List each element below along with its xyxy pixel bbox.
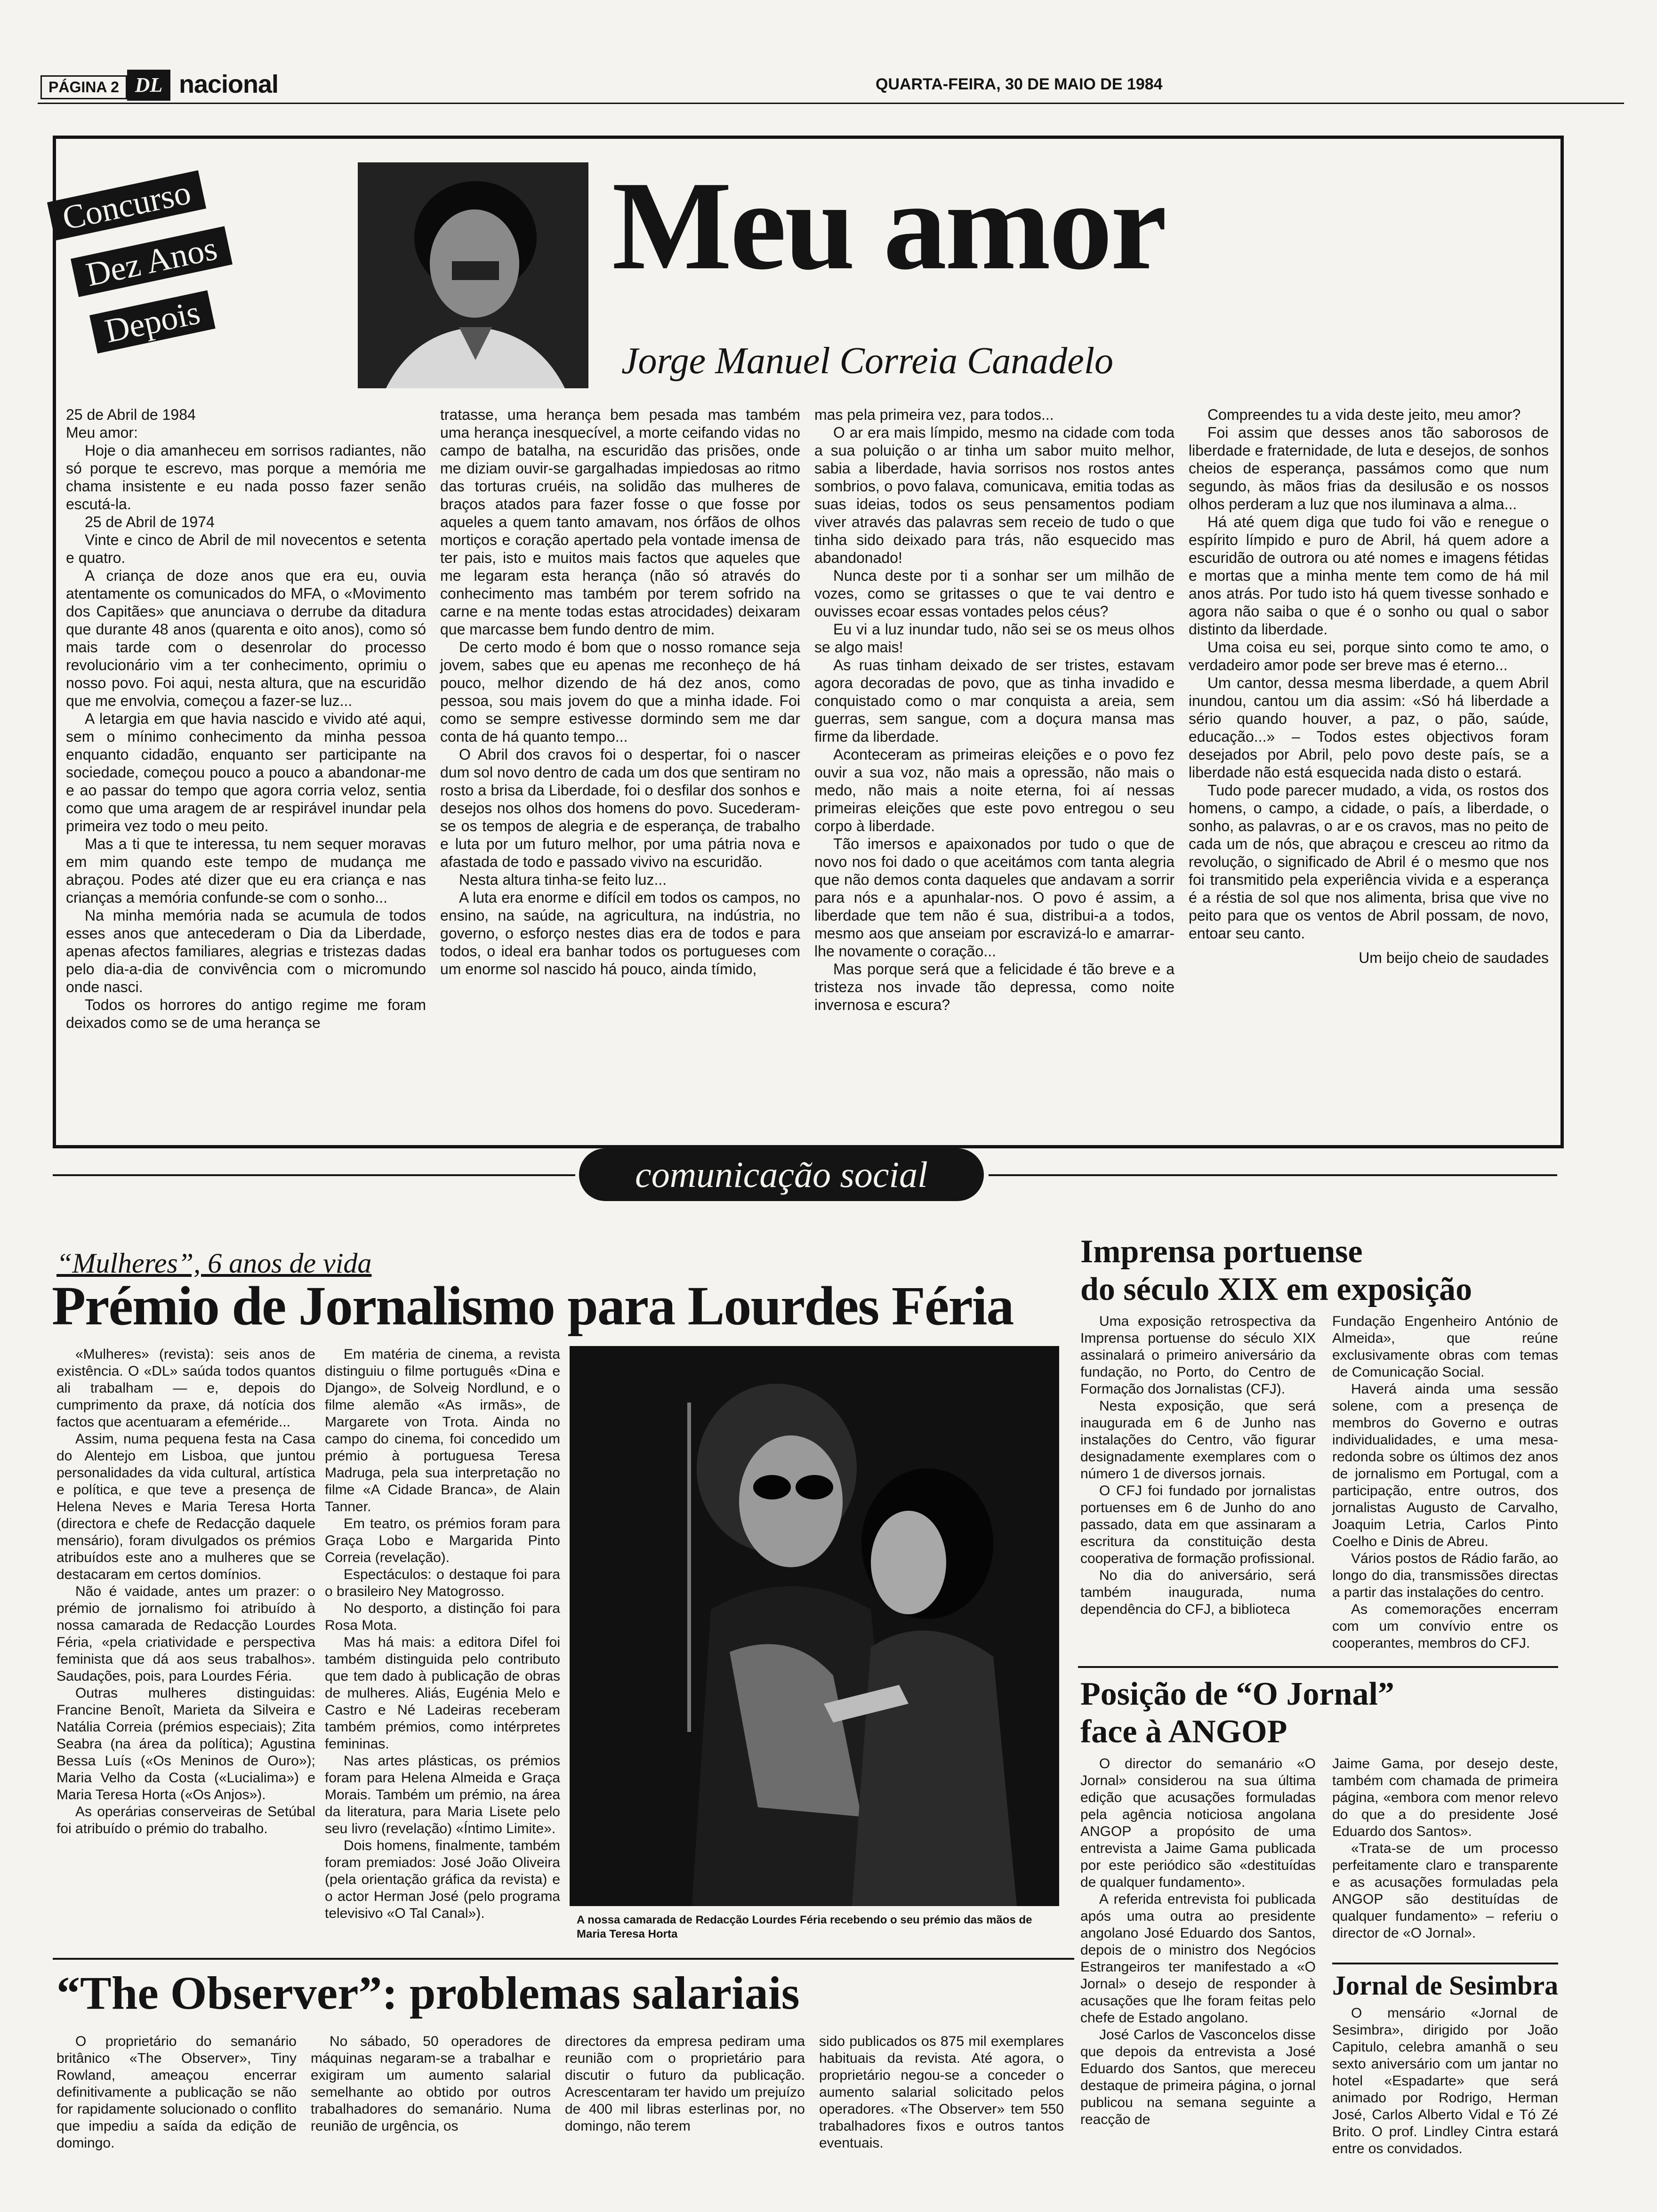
header-rule [38, 103, 1624, 104]
issue-date: QUARTA-FEIRA, 30 DE MAIO DE 1984 [876, 75, 1163, 93]
observer-column-3: directores da empresa pediram uma reunião com o proprietário para discutir o futuro da publicação. Acrescentaram ter havido um prejuízo de 400 mil libras esterlinas por, no domingo, não terem [565, 2034, 805, 2134]
observer-headline: “The Observer”: problemas salariais [56, 1967, 800, 2019]
sign-off: Um beijo cheio de saudades [1359, 949, 1549, 966]
feature-title: Meu amor [612, 155, 1166, 296]
contest-line-1: Concurso [47, 170, 206, 240]
imprensa-column-2: Fundação Engenheiro António de Almeida», que reúne exclusivamente obras com temas de Comunicação Social. Haverá ainda uma sessão solene, com a presença de membros do Governo e outras individualidades, e uma mesa-redonda sobre os últimos dez anos de jornalismo em Portugal, com a participação, entre outros, dos jornalistas Augusto de Carvalho, Joaquim Letria, Carlos Pinto Coelho e Dinis de Abreu. Vários postos de Rádio farão, ao longo do dia, transmissões directas a partir das instalações do centro. As comemorações encerram com um convívio entre os cooperantes, membros do CFJ. [1332, 1314, 1558, 1651]
posicao-column-2: Jaime Gama, por desejo deste, também com chamada de primeira página, «embora com menor relevo do que a do presidente José Eduardo dos Santos». «Trata-se de um processo perfeitamente claro e transparente e as acusações formuladas pela ANGOP são destituídas de qualquer fundamento» – referiu o director de «O Jornal». [1332, 1756, 1558, 1941]
page-number: PÁGINA 2 [40, 75, 127, 99]
observer-column-1: O proprietário do semanário britânico «The Observer», Tiny Rowland, ameaçou encerrar definitivamente a publicação se não for rapidamente solucionado o conflito que impediu a saída da edição de domingo. [56, 2034, 297, 2151]
banner-rule-left [53, 1174, 575, 1176]
contest-line-3: Depois [89, 290, 216, 353]
posicao-column-1: O director do semanário «O Jornal» considerou na sua última edição que acusações formuladas pela agência noticiosa angolana ANGOP a propósito de uma entrevista a Jaime Gama publicada por este periódico são «destituídas de qualquer fundamento». A referida entrevista foi publicada após uma outra ao presidente angolano José Eduardo dos Santos, depois de o ministro dos Negócios Estrangeiros ter manifestado a «O Jornal» o desejo de responder à acusações que lhe foram feitas pelo chefe de Estado angolano. José Carlos de Vasconcelos disse que depois da entrevista a José Eduardo dos Santos, que mereceu destaque de primeira página, o jornal publicou na semana seguinte a reacção de [1080, 1756, 1316, 2127]
feature-column-4: Compreendes tu a vida deste jeito, meu amor? Foi assim que desses anos tão saborosos de liberdade e fraternidade, de luta e desejos, de sonhos cheios de esperança, passámos como que num segundo, às mãos frias da desilusão e os nossos olhos perderam a luz que nos iluminava a alma... Há até quem diga que tudo foi vão e renegue o espírito límpido e puro de Abril, há quem adore a escuridão de outrora ou até nomes e imagens fétidas e mortas que a minha mente tem como de há mil anos atrás. Por tudo isto há quem tivesse sonhado e agora não saiba o que é o sonho ou qual o sabor distinto da liberdade. Uma coisa eu sei, porque sinto como te amo, o verdadeiro amor pode ser breve mas é eterno... Um cantor, dessa mesma liberdade, a quem Abril inundou, cantou um dia assim: «Só há liberdade a sério quando houver, a paz, o pão, saúde, educação...» – Todos estes objectivos foram desejados por Abril, pelo povo deste país, se a liberdade não está esquecida nada disto o estará. Tudo pode parecer mudado, a vida, os rostos dos homens, o campo, a cidade, o país, a liberdade, o sonho, as palavras, o ar e os cravos, mas no peito de cada um de nós, que abraçou e cresceu ao ritmo da revolução, o significado de Abril é o mesmo que nos foi transmitido pela experiência vivida e a esperança é a réstia de sol que nos alimenta, brisa que vive no peito para que os ventos de Abril possam, de novo, entoar seu canto. Um beijo cheio de saudades [1189, 406, 1549, 966]
section-banner: comunicação social [579, 1148, 984, 1201]
feature-column-1: 25 de Abril de 1984 Meu amor: Hoje o dia amanheceu em sorrisos radiantes, não só porque te escrevo, mas porque a memória me chama insistente e eu nada posso fazer senão escutá-la. 25 de Abril de 1974 Vinte e cinco de Abril de mil novecentos e setenta e quatro. A criança de doze anos que era eu, ouvia atentamente os comunicados do MFA, o «Movimento dos Capitães» que anunciava o derrube da ditadura que durante 48 anos (quarenta e oito anos), como só mais tarde com o desenrolar do processo revolucionário vim a ter conhecimento, oprimiu o nosso povo. Foi aqui, nesta altura, que na escuridão que me envolvia, começou a fazer-se luz... A letargia em que havia nascido e vivido até aqui, sem o mínimo conhecimento da minha pessoa enquanto cidadão, enquanto ser participante na sociedade, começou pouco a pouco a abandonar-me e ao passar do tempo que agora corria veloz, sentia como que uma aragem de ar respirável inundar pela primeira vez todo o meu peito. Mas a ti que te interessa, tu nem sequer moravas em mim quando este tempo de mudança me abraçou. Podes até dizer que eu era criança e nas crianças a memória confunde-se com o sonho... Na minha memória nada se acumula de todos esses anos que antecederam o Dia da Liberdade, apenas afectos familiares, alegrias e tristezas dadas pelo dia-a-dia de convivência com o micromundo onde nasci. Todos os horrores do antigo regime me foram deixados como se de uma herança se [66, 406, 426, 1031]
sesimbra-headline: Jornal de Sesimbra [1332, 1970, 1559, 2001]
banner-rule-right [989, 1174, 1557, 1176]
premio-column-1: «Mulheres» (revista): seis anos de existência. O «DL» saúda todos quantos ali trabalham — e, depois do cumprimento da praxe, dá notícia dos factos que acentuaram a efeméride... Assim, numa pequena festa na Casa do Alentejo em Lisboa, que juntou personalidades da vida cultural, artística e política, e que teve a presença de Helena Neves e Maria Teresa Horta (directora e chefe de Redacção daquele mensário), foram divulgados os prémios atribuídos este ano a mulheres que se destacaram em certos domínios. Não é vaidade, antes um prazer: o prémio de jornalismo foi atribuído à nossa camarada de Redacção Lourdes Féria, «pela criatividade e perspectiva feminista que dá aos seus trabalhos». Saudações, pois, para Lourdes Féria. Outras mulheres distinguidas: Francine Benoît, Marieta da Silveira e Natália Correia (prémios especiais); Zita Seabra (na área da política); Agustina Bessa Luís («Os Meninos de Ouro»); Maria Velho da Costa («Lucialima») e Maria Teresa Horta («Os Anjos»). As operárias conserveiras de Setúbal foi atribuído o prémio do trabalho. [56, 1346, 315, 1836]
imprensa-headline-line-1: Imprensa portuense [1080, 1234, 1363, 1270]
premio-column-2: Em matéria de cinema, a revista distinguiu o filme português «Dina e Django», de Solveig Nordlund, e o filme alemão «As irmãs», de Margarete von Trota. Ainda no campo do cinema, foi concedido um prémio à portuguesa Teresa Madruga, pela sua interpretação no filme «A Cidade Branca», de Alain Tanner. Em teatro, os prémios foram para Graça Lobo e Margarida Pinto Correia (revelação). Espectáculos: o destaque foi para o brasileiro Ney Matogrosso. No desporto, a distinção foi para Rosa Mota. Mas há mais: a editora Difel foi também distinguida pelo contributo que tem dado à publicação de obras de mulheres. Aliás, Eugénia Melo e Castro e Né Ladeiras receberam também prémios, como intérpretes femininas. Nas artes plásticas, os prémios foram para Helena Almeida e Graça Morais. Também um prémio, na área da literatura, para Maria Lisete pelo seu livro (revelação) «Íntimo Limite». Dois homens, finalmente, também foram premiados: José João Oliveira (pela orientação gráfica da revista) e o actor Herman José (pelo programa televisivo «O Tal Canal»). [325, 1346, 560, 1921]
imprensa-headline-line-2: do século XIX em exposição [1080, 1271, 1472, 1307]
sesimbra-body: O mensário «Jornal de Sesimbra», dirigido por João Capitulo, celebra amanhã o seu sexto aniversário com um jantar no hotel «Espadarte» que será animado por Rodrigo, Herman José, Carlos Alberto Vidal e Tó Zé Brito. O prof. Lindley Cintra estará entre os convidados. [1332, 2005, 1558, 2156]
posicao-headline-line-1: Posição de “O Jornal” [1080, 1676, 1394, 1712]
dl-logo: DL [127, 70, 170, 101]
imprensa-rule [1078, 1666, 1558, 1668]
imprensa-column-1: Uma exposição retrospectiva da Imprensa portuense do século XIX assinalará o primeiro aniversário da fundação, no Porto, do Centro de Formação dos Jornalistas (CFJ). Nesta exposição, que será inaugurada em 6 de Junho nas instalações do Centro, vão figurar designadamente exemplares com o número 1 de diversos jornais. O CFJ foi fundado por jornalistas portuenses em 6 de Junho do ano passado, data em que assinaram a escritura da constituição desta cooperativa de formação profissional. No dia do aniversário, será também inaugurada, numa dependência do CFJ, a biblioteca [1080, 1314, 1316, 1617]
award-photo-caption: A nossa camarada de Redacção Lourdes Féria recebendo o seu prémio das mãos de Maria Teresa Horta [577, 1914, 1032, 1940]
posicao-headline-line-2: face à ANGOP [1080, 1714, 1287, 1750]
observer-rule [53, 1958, 1074, 1960]
observer-column-2: No sábado, 50 operadores de máquinas negaram-se a trabalhar e exigiram um aumento salarial semelhante ao obtido por outros trabalhadores do semanário. Numa reunião de urgência, os [311, 2034, 551, 2134]
section-name: nacional [179, 70, 279, 98]
premio-headline: Prémio de Jornalismo para Lourdes Féria [52, 1275, 1014, 1337]
observer-column-4: sido publicados os 875 mil exemplares habituais da revista. Até agora, o proprietário negou-se a conceder o aumento salarial solicitado pelos operadores. «The Observer» tem 550 trabalhadores fixos e outros tantos eventuais. [819, 2034, 1064, 2151]
contest-label [19, 173, 320, 386]
sesimbra-rule [1332, 1963, 1558, 1964]
author-photo [358, 162, 588, 388]
feature-column-3: mas pela primeira vez, para todos... O ar era mais límpido, mesmo na cidade com toda a sua poluição o ar tinha um sabor muito melhor, sabia a liberdade, havia sorrisos nos rostos antes sombrios, o povo falava, comunicava, emitia todas as suas ideias, todos os seus pensamentos podiam viver através das palavras sem receio de tudo o que tinha sido deixado para trás, não esquecido mas abandonado! Nunca deste por ti a sonhar ser um milhão de vozes, como se gritasses o que te vai dentro e ouvisses ecoar essas vontades pelos céus? Eu vi a luz inundar tudo, não sei se os meus olhos se algo mais! As ruas tinham deixado de ser tristes, estavam agora decoradas de povo, que as tinha invadido e conquistado como o mar conquista a areia, sem guerras, sem sangue, com a doçura mansa mas firme da liberdade. Aconteceram as primeiras eleições e o povo fez ouvir a sua voz, não mais a opressão, não mais o medo, não mais a noite eterna, foi aí nessas primeiras eleições que este povo entregou o seu corpo à liberdade. Tão imersos e apaixonados por tudo o que de novo nos foi dado o que aceitámos com tanta alegria que não demos conta daqueles que andavam a sorrir para nós e a apunhalar-nos. O povo é assim, a liberdade que tem não é sua, distribui-a a todos, mesmo aos que anseiam por escravizá-lo e amarrar-lhe novamente o coração... Mas porque será que a felicidade é tão breve e a tristeza nos invade tão depressa, como noite invernosa e escura? [814, 406, 1174, 1013]
premio-kicker: “Mulheres”, 6 anos de vida [56, 1248, 372, 1279]
feature-column-2: tratasse, uma herança bem pesada mas também uma herança inesquecível, a morte ceifando vidas no campo de batalha, na escuridão das prisões, onde me diziam ouvir-se gargalhadas impiedosas ao ritmo das torturas cruéis, na solidão das mulheres de braços atados para fazer fosse o que fosse por aqueles a quem tanto amavam, nos órfãos de olhos mortiços e coração apertado pela vontade imensa de ter pais, isto e muitos mais factos que aqueles que me legaram esta herança (não só através do conhecimento mas também por terem sofrido na carne e na mente todas estas atrocidades) deixaram que marcasse bem fundo dentro de mim. De certo modo é bom que o nosso romance seja jovem, sabes que eu apenas me reconheço de há pouco, melhor dizendo de há dez anos, como pessoa, sou mais jovem do que a minha idade. Foi como se sempre estivesse dormindo sem me dar conta de há quanto tempo... O Abril dos cravos foi o despertar, foi o nascer dum sol novo dentro de cada um dos que sentiram no rosto a brisa da Liberdade, foi o desfilar dos sonhos e desejos nos olhos dos homens do povo. Sucederam-se os tempos de alegria e de esperança, de trabalho e luta por um futuro melhor, por uma pátria nova e afastada de todo e passado vivivo na escuridão. Nesta altura tinha-se feito luz... A luta era enorme e difícil em todos os campos, no ensino, na saúde, na agricultura, na indústria, no governo, o esforço nestes dias era de todos e para todos, o ideal era banhar todos os portugueses com um enorme sol nascido há pouco, ainda tímido, [440, 406, 800, 978]
contest-line-2: Dez Anos [71, 226, 233, 297]
award-photo [570, 1346, 1059, 1906]
feature-author: Jorge Manuel Correia Canadelo [621, 340, 1114, 382]
